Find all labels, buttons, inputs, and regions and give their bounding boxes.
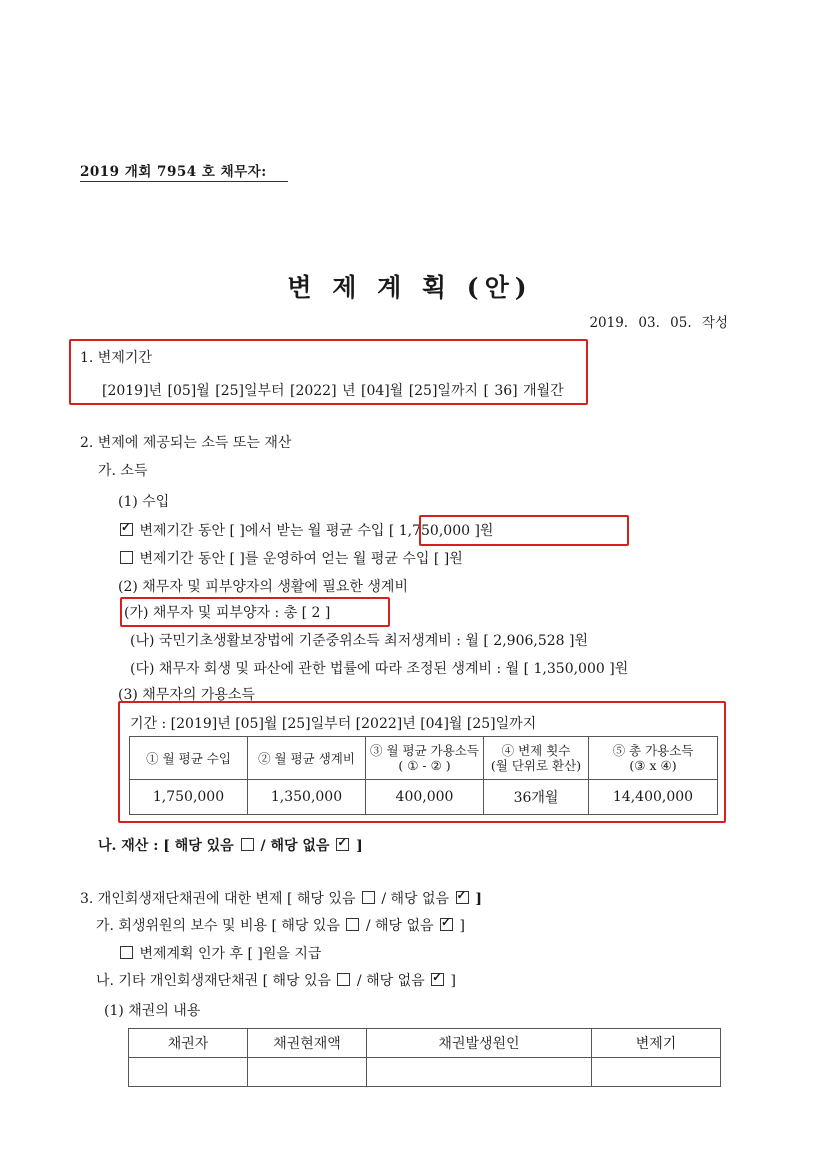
case-number: 2019 개회 7954 호 채무자: bbox=[80, 160, 288, 182]
trustee-fee-bracket-end: ] bbox=[455, 918, 465, 934]
living-cost-heading: (2) 채무자 및 피부양자의 생활에 필요한 생계비 bbox=[118, 579, 408, 595]
other-claims-label: 나. 기타 개인회생재단채권 [ 해당 있음 bbox=[96, 973, 332, 989]
minimum-living-cost: (나) 국민기초생활보장법에 기준중위소득 최저생계비 : 월 [ 2,906,528 ]원 bbox=[130, 633, 588, 649]
approval-payment-label: 변제계획 인가 후 [ ]원을 지급 bbox=[139, 946, 322, 962]
unchecked-box-icon[interactable] bbox=[120, 946, 133, 959]
table-row bbox=[130, 780, 718, 815]
repayment-period: [2019]년 [05]월 [25]일부터 [2022] 년 [04]월 [25]일까지 [ 36] 개월간 bbox=[102, 383, 564, 399]
document-title: 변 제 계 획 (안) bbox=[287, 273, 533, 302]
trustee-fee-line bbox=[96, 915, 465, 935]
header-claim-cause: 채권발생원인 bbox=[367, 1029, 592, 1058]
header-total-disposable: ⑤ 총 가용소득 (③ x ④) bbox=[589, 737, 718, 780]
other-claims-bracket-end: ] bbox=[446, 973, 457, 989]
unchecked-box-icon[interactable] bbox=[346, 918, 359, 931]
header-repayment-date: 변제기 bbox=[592, 1029, 721, 1058]
header-monthly-disposable: ③ 월 평균 가용소득 ( ① - ② ) bbox=[366, 737, 484, 780]
trustee-fee-label: 가. 회생위원의 보수 및 비용 [ 해당 있음 bbox=[96, 918, 340, 934]
table-header-row bbox=[130, 737, 718, 780]
section3-none-label: / 해당 없음 bbox=[376, 891, 450, 907]
claims-cell[interactable] bbox=[592, 1058, 721, 1087]
table-header-row bbox=[129, 1029, 721, 1058]
claims-table bbox=[128, 1028, 721, 1087]
claims-cell[interactable] bbox=[367, 1058, 592, 1087]
property-line bbox=[98, 835, 363, 855]
checked-box-icon[interactable] bbox=[120, 523, 133, 536]
trustee-fee-none-label: / 해당 없음 bbox=[361, 918, 434, 934]
checked-box-icon[interactable] bbox=[440, 918, 453, 931]
property-bracket-end: ] bbox=[351, 838, 363, 854]
claims-cell[interactable] bbox=[248, 1058, 367, 1087]
section1-title: 1. 변제기간 bbox=[80, 350, 152, 366]
header-monthly-living-cost: ② 월 평균 생계비 bbox=[248, 737, 366, 780]
property-none-label: / 해당 없음 bbox=[255, 838, 330, 854]
section2-title: 2. 변제에 제공되는 소득 또는 재산 bbox=[80, 435, 292, 451]
unchecked-box-icon[interactable] bbox=[337, 973, 350, 986]
checked-box-icon[interactable] bbox=[336, 838, 349, 851]
income-option-business-label: 변제기간 동안 [ ]를 운영하여 얻는 월 평균 수입 [ ]원 bbox=[139, 551, 463, 567]
claims-cell[interactable] bbox=[129, 1058, 248, 1087]
other-claims-line bbox=[96, 970, 456, 990]
disposable-income-table bbox=[129, 736, 718, 815]
value-total-disposable: 14,400,000 bbox=[589, 780, 718, 815]
adjusted-living-cost: (다) 채무자 회생 및 파산에 관한 법률에 따라 조정된 생계비 : 월 [ 1,350,000 ]원 bbox=[130, 661, 629, 677]
dependents-count: (가) 채무자 및 피부양자 : 총 [ 2 ] bbox=[124, 605, 331, 621]
header-claim-amount: 채권현재액 bbox=[248, 1029, 367, 1058]
revenue-heading: (1) 수입 bbox=[118, 494, 170, 510]
income-option-salary-label: 변제기간 동안 [ ]에서 받는 bbox=[139, 523, 308, 539]
disposable-period: 기간 : [2019]년 [05]월 [25]일부터 [2022]년 [04]월 [25]일까지 bbox=[130, 716, 537, 732]
table-row bbox=[129, 1058, 721, 1087]
monthly-average-income: 월 평균 수입 [ 1,750,000 ]원 bbox=[307, 523, 494, 539]
income-subtitle: 가. 소득 bbox=[98, 463, 148, 479]
header-repayment-count: ④ 변제 횟수 (월 단위로 환산) bbox=[484, 737, 589, 780]
value-monthly-living-cost: 1,350,000 bbox=[248, 780, 366, 815]
value-monthly-disposable: 400,000 bbox=[366, 780, 484, 815]
checked-box-icon[interactable] bbox=[456, 891, 469, 904]
other-claims-none-label: / 해당 없음 bbox=[352, 973, 425, 989]
unchecked-box-icon[interactable] bbox=[120, 551, 133, 564]
unchecked-box-icon[interactable] bbox=[362, 891, 375, 904]
header-monthly-income: ① 월 평균 수입 bbox=[130, 737, 248, 780]
claims-heading: (1) 채권의 내용 bbox=[104, 1003, 201, 1019]
income-option-business bbox=[118, 548, 463, 568]
unchecked-box-icon[interactable] bbox=[241, 838, 254, 851]
checked-box-icon[interactable] bbox=[431, 973, 444, 986]
section3-title-text: 3. 개인회생재단채권에 대한 변제 [ 해당 있음 bbox=[80, 891, 356, 907]
disposable-income-heading: (3) 채무자의 가용소득 bbox=[118, 687, 255, 703]
section3-bracket-end: ] bbox=[470, 891, 483, 907]
value-monthly-income: 1,750,000 bbox=[130, 780, 248, 815]
value-repayment-count: 36개월 bbox=[484, 780, 589, 815]
section3-title bbox=[80, 888, 482, 908]
property-label: 나. 재산 : [ 해당 있음 bbox=[98, 838, 234, 854]
highlight-box-income bbox=[419, 515, 629, 546]
written-date: 2019. 03. 05. 작성 bbox=[589, 315, 728, 331]
approval-payment-line bbox=[118, 943, 321, 963]
header-creditor: 채권자 bbox=[129, 1029, 248, 1058]
